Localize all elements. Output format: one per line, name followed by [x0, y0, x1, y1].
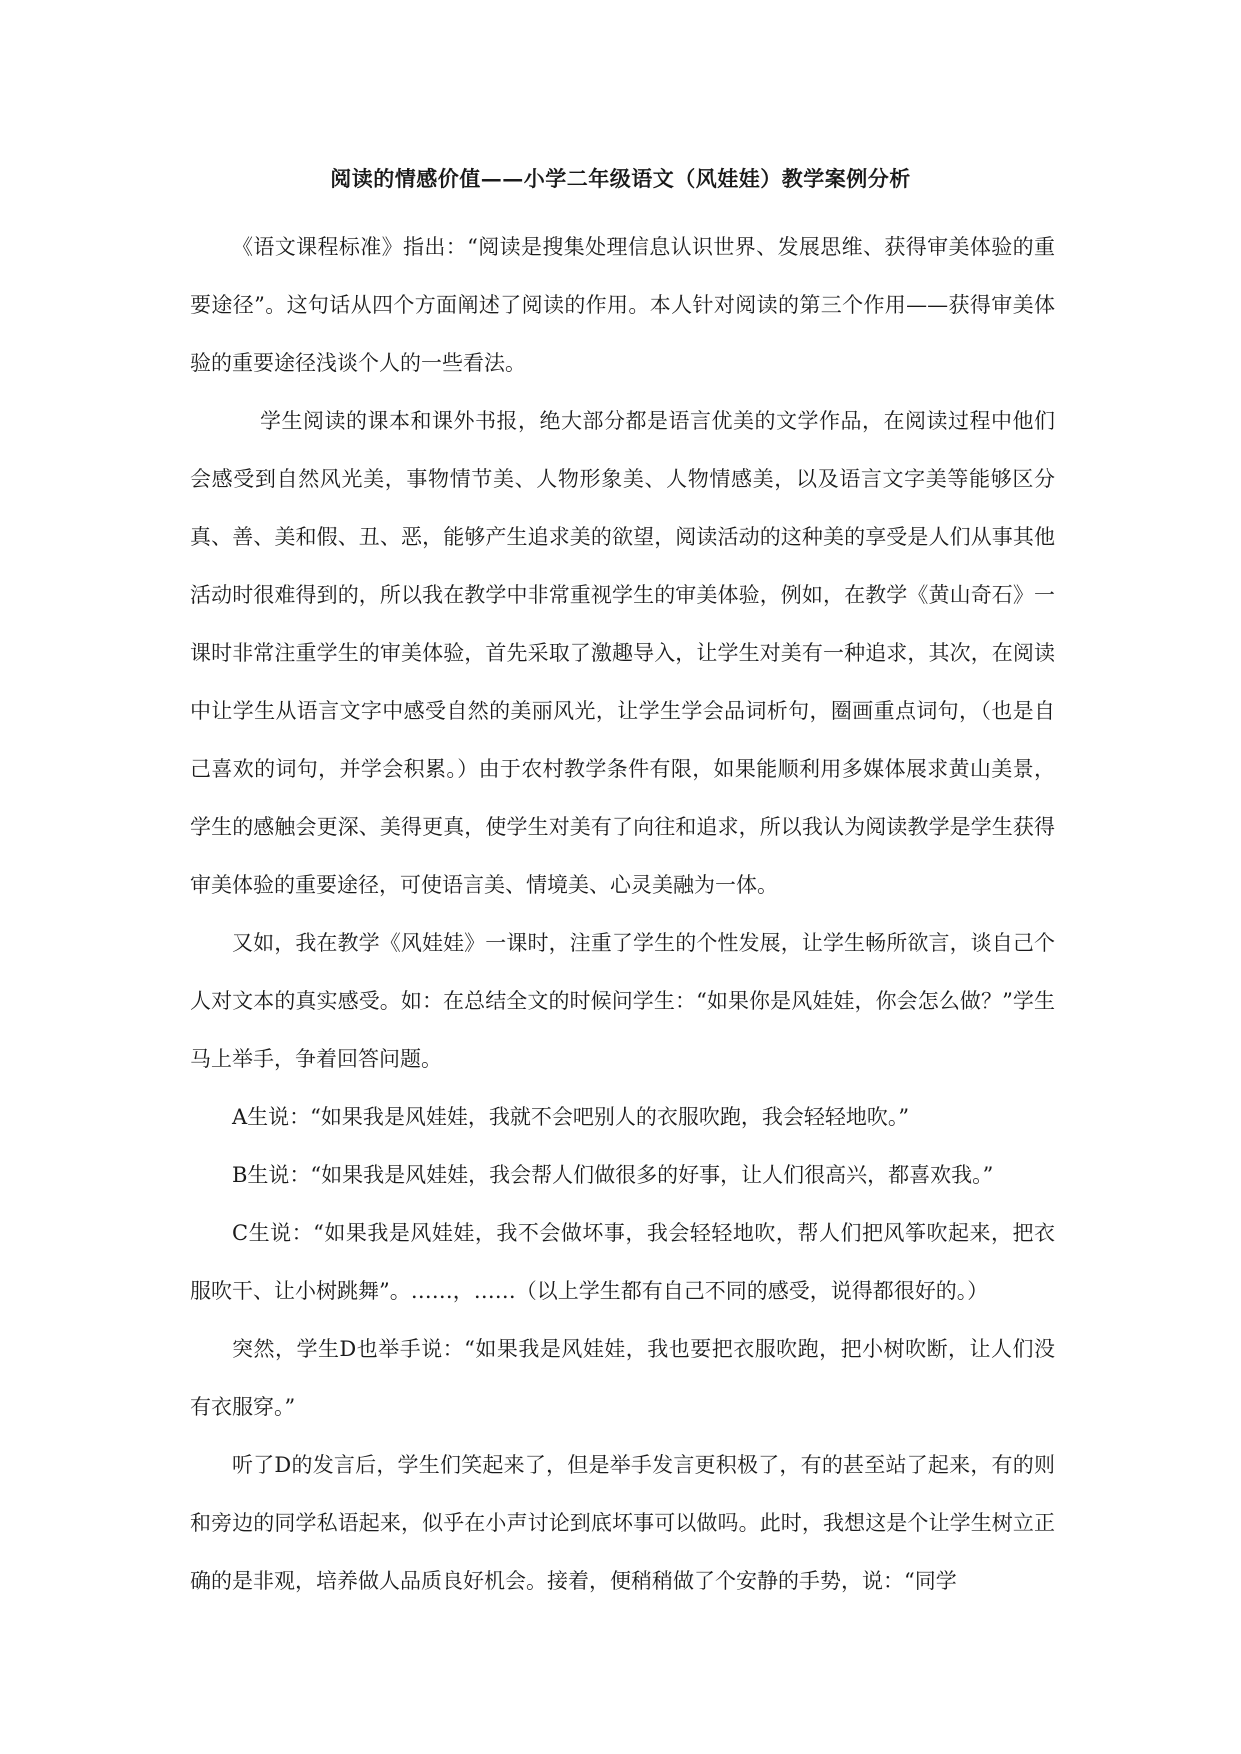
paragraph-student-d: 突然，学生D也举手说：“如果我是风娃娃，我也要把衣服吹跑，把小树吹断，让人们没有衣服穿。”	[190, 1337, 1055, 1419]
document-title: 阅读的情感价值——小学二年级语文（风娃娃）教学案例分析	[330, 166, 911, 191]
paragraph-student-a: A生说：“如果我是风娃娃，我就不会吧别人的衣服吹跑，我会轻轻地吹。”	[232, 1105, 910, 1129]
paragraph-student-c: C生说：“如果我是风娃娃，我不会做坏事，我会轻轻地吹，帮人们把风筝吹起来，把衣服吹干、让小树跳舞”。……，……（以上学生都有自己不同的感受，说得都很好的。）	[190, 1221, 1055, 1303]
paragraph-fengwawa-lesson: 又如，我在教学《风娃娃》一课时，注重了学生的个性发展，让学生畅所欲言，谈自己个人对文本的真实感受。如：在总结全文的时候问学生：“如果你是风娃娃，你会怎么做？”学生马上举手，争着回答问题。	[190, 931, 1055, 1071]
paragraph-student-b: B生说：“如果我是风娃娃，我会帮人们做很多的好事，让人们很高兴，都喜欢我。”	[232, 1163, 994, 1187]
paragraph-class-reaction: 听了D的发言后，学生们笑起来了，但是举手发言更积极了，有的甚至站了起来，有的则和旁边的同学私语起来，似乎在小声讨论到底坏事可以做吗。此时，我想这是个让学生树立正确的是非观，培养做人品质良好机会。接着，便稍稍做了个安静的手势，说：“同学	[190, 1453, 1055, 1593]
paragraph-aesthetic-experience: 学生阅读的课本和课外书报，绝大部分都是语言优美的文学作品，在阅读过程中他们会感受到自然风光美，事物情节美、人物形象美、人物情感美，以及语言文字美等能够区分真、善、美和假、丑、恶，能够产生追求美的欲望，阅读活动的这种美的享受是人们从事其他活动时很难得到的，所以我在教学中非常重视学生的审美体验，例如，在教学《黄山奇石》一课时非常注重学生的审美体验，首先采取了激趣导入，让学生对美有一种追求，其次，在阅读中让学生从语言文字中感受自然的美丽风光，让学生学会品词析句，圈画重点词句，（也是自己喜欢的词句，并学会积累。）由于农村教学条件有限，如果能顺利用多媒体展求黄山美景，学生的感触会更深、美得更真，使学生对美有了向往和追求，所以我认为阅读教学是学生获得审美体验的重要途径，可使语言美、情境美、心灵美融为一体。	[190, 409, 1055, 897]
document-body	[190, 218, 1055, 1610]
paragraph-curriculum-standard: 《语文课程标准》指出：“阅读是搜集处理信息认识世界、发展思维、获得审美体验的重要途径”。这句话从四个方面阐述了阅读的作用。本人针对阅读的第三个作用——获得审美体验的重要途径浅谈个人的一些看法。	[190, 235, 1055, 375]
